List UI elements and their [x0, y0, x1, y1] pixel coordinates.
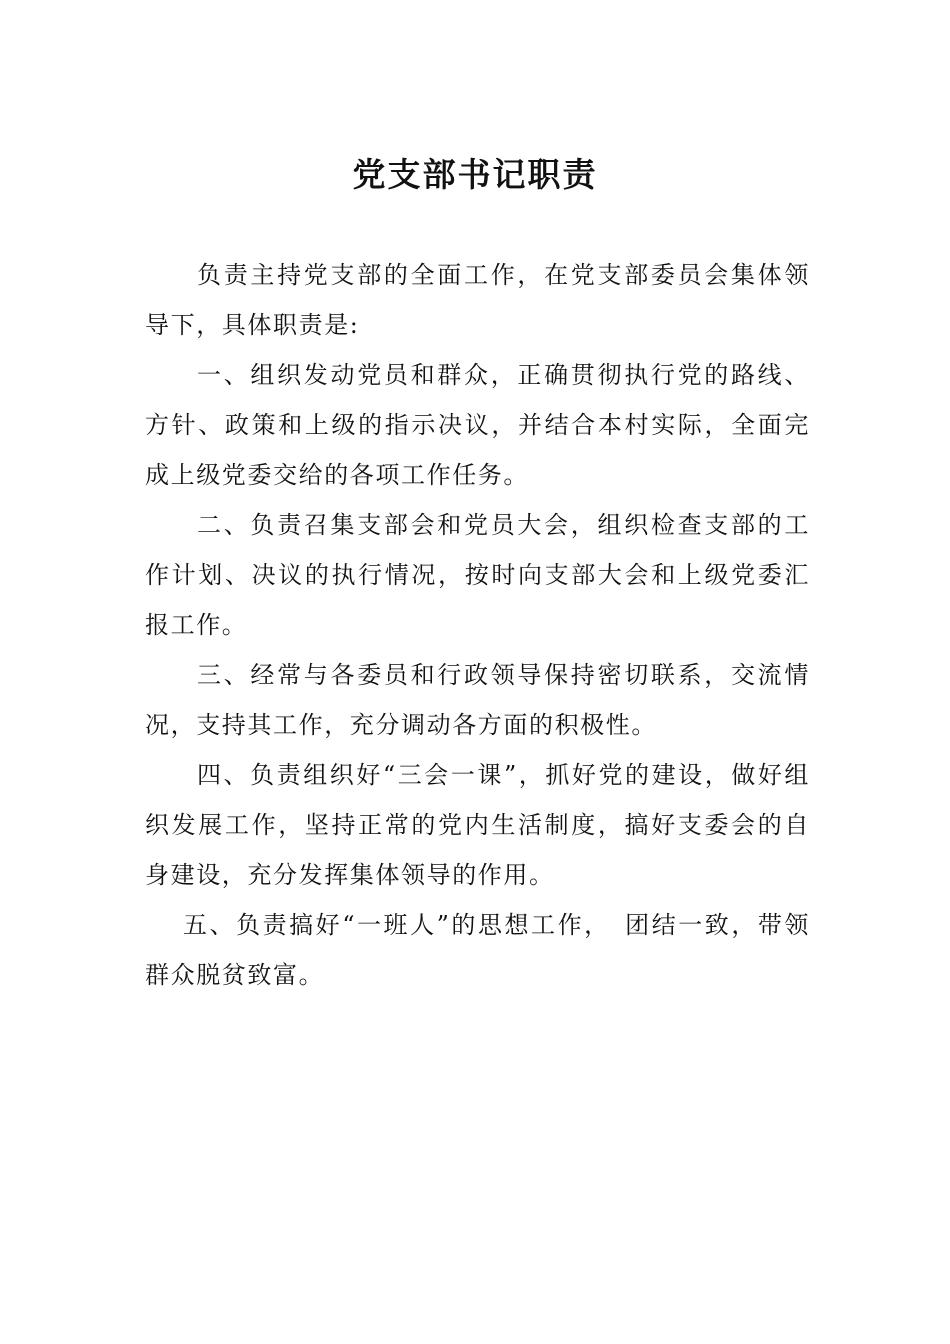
duty-paragraph-2: 二、负责召集支部会和党员大会，组织检查支部的工作计划、决议的执行情况，按时向支部大会和上级党委汇报工作。	[145, 511, 810, 639]
duty-paragraph-1: 一、组织发动党员和群众，正确贯彻执行党的路线、方针、政策和上级的指示决议，并结合本村实际，全面完成上级党委交给的各项工作任务。	[145, 361, 810, 489]
intro-paragraph: 负责主持党支部的全面工作，在党支部委员会集体领导下，具体职责是:	[145, 261, 810, 339]
duty-paragraph-4: 四、负责组织好“三会一课”，抓好党的建设，做好组织发展工作，坚持正常的党内生活制度，搞好支委会的自身建设，充分发挥集体领导的作用。	[145, 761, 810, 889]
duty-paragraph-5: 五、负责搞好“一班人”的思想工作， 团结一致，带领群众脱贫致富。	[145, 911, 810, 989]
document-body	[145, 250, 810, 1000]
duty-paragraph-3: 三、经常与各委员和行政领导保持密切联系，交流情况，支持其工作，充分调动各方面的积极性。	[145, 661, 810, 739]
page-title: 党支部书记职责	[352, 155, 598, 194]
